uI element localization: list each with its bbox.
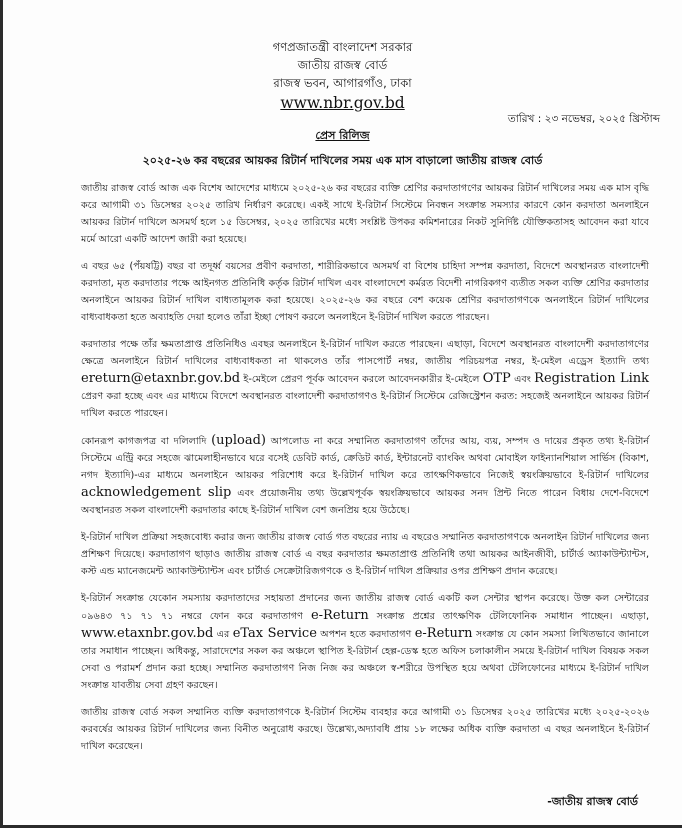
registration-link-term: Registration Link [534, 371, 650, 386]
paragraph-3 [81, 336, 649, 422]
text: অপশন হতে করদাতাগণ [316, 629, 415, 640]
acknowledgement-term: acknowledgement slip [81, 485, 232, 500]
text: ই-মেইলে প্রেরণ পূর্বক আবেদন করলে আবেদনকারীর ই-মেইলে [240, 374, 483, 385]
paragraph-1: জাতীয় রাজস্ব বোর্ড আজ এক বিশেষ আদেশের মাধ্যমে ২০২৫-২৬ কর বছরের ব্যক্তি শ্রেণির করদাতাগণের আয়কর রিটার্ন দাখিলের সময় এক মাস বৃদ্ধি করে আগামী ৩১ ডিসেম্বর ২০২৫ তারিখ নির্ধারণ করেছে। একই সাথে ই-রিটার্ন সিস্টেমে নিবন্ধন সংক্রান্ত সমস্যার কারণে কোন করদাতা অনলাইনে আয়কর রিটার্ন দাখিলে অসমর্থ হলে ১৫ ডিসেম্বর, ২০২৫ তারিখের মধ্যে সংশ্লিষ্ট উপকর কমিশনারের নিকট সুনির্দিষ্ট যৌক্তিকতাসহ আবেদন করা যাবে মর্মে আরো একটি আদেশ জারী করা হয়েছে। [81, 183, 649, 245]
text: প্রেরণ করা হচ্ছে এবং এর মাধ্যমে বিদেশে অবস্থানরত বাংলাদেশী করদাতাগণও ই-রিটার্ন সিস্টেমে রেজিস্ট্রেশন করত: সহজেই অনলাইনে আয়কর রিটার্ন দাখিল করতে পারছেন। [81, 391, 649, 419]
release-date: তারিখ : ২৩ নভেম্বর, ২০২৫ খ্রিস্টাব্দ [507, 113, 660, 125]
org-address: রাজস্ব ভবন, আগারগাঁও, ঢাকা [273, 76, 412, 90]
headline: ২০২৫-২৬ কর বছরের আয়কর রিটার্ন দাখিলের সময় এক মাস বাড়ালো জাতীয় রাজস্ব বোর্ড [142, 154, 543, 167]
ereturn-term: e-Return [414, 626, 473, 641]
etax-service-term: eTax Service [232, 626, 317, 641]
paragraph-7: জাতীয় রাজস্ব বোর্ড সকল সম্মানিত ব্যক্তি করদাতাগণকে ই-রিটার্ন সিস্টেম ব্যবহার করে আগামী ৩১ ডিসেম্বর ২০২৫ তারিখের মধ্যে ২০২৫-২০২৬ করবর্ষের আয়কর রিটার্ন দাখিলের জন্য বিনীত অনুরোধ করছে। উল্লেখ্য,অদ্যাবধি প্রায় ১৮ লক্ষের অধিক ব্যক্তি করদাতা এ বছর অনলাইনে ই-রিটার্ন দাখিল করেছেন। [81, 707, 649, 752]
upload-term: (upload) [211, 433, 267, 448]
text: এবং প্রয়োজনীয় তথ্য উল্লেখপূর্বক স্বয়ংক্রিয়ভাবে আয়কর সনদ প্রিন্ট নিতে পারেন বিধায় দেশে-বিদেশে অবস্থানরত সকল বাংলাদেশী করদাতার কাছে ই-রিটার্ন দাখিল বেশ জনপ্রিয় হয়ে উঠেছে। [81, 488, 650, 516]
paragraph-6 [81, 590, 649, 694]
signature: -জাতীয় রাজস্ব বোর্ড [547, 795, 638, 808]
press-release-label: প্রেস রিলিজ [315, 129, 370, 142]
text: এর [213, 629, 233, 640]
website-link[interactable]: www.nbr.gov.bd [280, 94, 405, 112]
text: আপলোড না করে সম্মানিত করদাতাগণ তাঁদের আয়, ব্যয়, সম্পদ ও দায়ের প্রকৃত তথ্য ই-রিটার্ন সিস্টেমে এন্ট্রি করে সহজে ঝামেলাহীনভাবে ঘরে বসেই ডেবিট কার্ড, ক্রেডিট কার্ড, ইন্টারনেট ব্যাংকিং অথবা মোবাইল ফাইন্যানশিয়াল সার্ভিস (বিকাশ, নগদ ইত্যাদি)-এর মাধ্যমে অনলাইনে আয়কর পরিশোধ করে ই-রিটার্ন দাখিল করে তাৎক্ষণিকভাবে নিজেই স্বয়ংক্রিয়ভাবে ই-রিটার্ন দাখিলের [81, 436, 649, 481]
text: কোনরূপ কাগজপত্র বা দলিলাদি [81, 436, 212, 447]
govt-name: গণপ্রজাতন্ত্রী বাংলাদেশ সরকার [272, 40, 413, 54]
email-address[interactable]: ereturn@etaxnbr.gov.bd [81, 371, 241, 386]
otp-term: OTP [482, 371, 511, 386]
text: এবং [510, 374, 535, 385]
ereturn-term: e-Return [310, 608, 369, 623]
document-page [3, 0, 682, 825]
text: করদাতার পক্ষে তাঁর ক্ষমতাপ্রাপ্ত প্রতিনিধিও এবছর অনলাইনে ই-রিটার্ন দাখিল করতে পারছেন। এছাড়া, বিদেশে অবস্থানরত বাংলাদেশী করদাতাগণের ক্ষেত্রে অনলাইনে রিটার্ন দাখিলের বাধ্যবাধকতা না থাকলেও তাঁর পাসপোর্ট নম্বর, জাতীয় পরিচয়পত্র নম্বর, ই-মেইল এড্রেস ইত্যাদি তথ্য [81, 339, 649, 367]
letterhead [3, 38, 682, 114]
etax-website-link[interactable]: www.etaxnbr.gov.bd [81, 626, 214, 641]
text: সংক্রান্ত প্রশ্নের তাৎক্ষণিক টেলিফোনিক সমাধান পাচ্ছেন। এছাড়া, [368, 611, 649, 622]
text: ই-রিটার্ন সংক্রান্ত যেকোন সমস্যায় করদাতাদের সহায়তা প্রদানের জন্য জাতীয় রাজস্ব বোর্ড একটি কল সেন্টার স্থাপন করেছে। উক্ত কল সেন্টারের ০৯৬৪৩ ৭১ ৭১ ৭১ নম্বরে ফোন করে করদাতাগণ [81, 593, 649, 622]
press-body [81, 180, 649, 765]
paragraph-4 [81, 432, 649, 519]
paragraph-5: ই-রিটার্ন দাখিল প্রক্রিয়া সহজবোধ্য করার জন্য জাতীয় রাজস্ব বোর্ড গত বছরের ন্যায় এ বছরেও সম্মানিত করদাতাগণকে অনলাইন রিটার্ন দাখিলের জন্য প্রশিক্ষণ দিয়েছে। করদাতাগণ ছাড়াও জাতীয় রাজস্ব বোর্ড এ বছর করদাতার ক্ষমতাপ্রাপ্ত প্রতিনিধি তথা আয়কর আইনজীবী, চার্টার্ড অ্যাকাউন্ট্যান্টস, কস্ট এন্ড ম্যানেজমেন্ট অ্যাকাউন্ট্যান্টস এবং চার্টার্ড সেক্রেটারিজগণকে ও ই-রিটার্ন দাখিল প্রক্রিয়ার ওপর প্রশিক্ষণ প্রদান করেছে। [81, 532, 649, 577]
paragraph-2: এ বছর ৬৫ (পঁয়ষট্টি) বছর বা তদূর্ধ্ব বয়সের প্রবীণ করদাতা, শারীরিকভাবে অসমর্থ বা বিশেষ চাহিদা সম্পন্ন করদাতা, বিদেশে অবস্থানরত বাংলাদেশী করদাতা, মৃত করদাতার পক্ষে আইনগত প্রতিনিধি কর্তৃক রিটার্ন দাখিল এবং বাংলাদেশে কর্মরত বিদেশী নাগরিকগণ ব্যতীত সকল ব্যক্তি শ্রেণির করদাতার অনলাইনে আয়কর রিটার্ন দাখিল বাধ্যতামূলক করা হয়েছে। ২০২৫-২৬ কর বছরে বেশ কয়েক শ্রেণির করদাতাগণকে অনলাইনে রিটার্ন দাখিলের বাধ্যবাধকতা হতে অব্যাহতি দেয়া হলেও তাঁরা ইচ্ছা পোষণ করলে অনলাইনে ই-রিটার্ন দাখিল করতে পারছেন। [81, 261, 649, 323]
org-name: জাতীয় রাজস্ব বোর্ড [297, 58, 388, 72]
text: সংক্রান্ত যে কোন সমস্যা লিখিতভাবে জানালে তার সমাধান পাচ্ছেন। অধিকন্তু, সারাদেশের সকল কর অঞ্চলে স্থাপিত ই-রিটার্ন হেল্প-ডেস্ক হতে অফিস চলাকালীন সময়ে ই-রিটার্ন দাখিল বিষয়ক সকল সেবা ও পরামর্শ প্রদান করা হচ্ছে। সম্মানিত করদাতাগণ নিজ নিজ কর অঞ্চলে স্ব-শরীরে উপস্থিত হয়ে অথবা টেলিফোনের মাধ্যমে ই-রিটার্ন দাখিল সংক্রান্ত যাবতীয় সেবা গ্রহণ করছেন। [81, 629, 650, 691]
